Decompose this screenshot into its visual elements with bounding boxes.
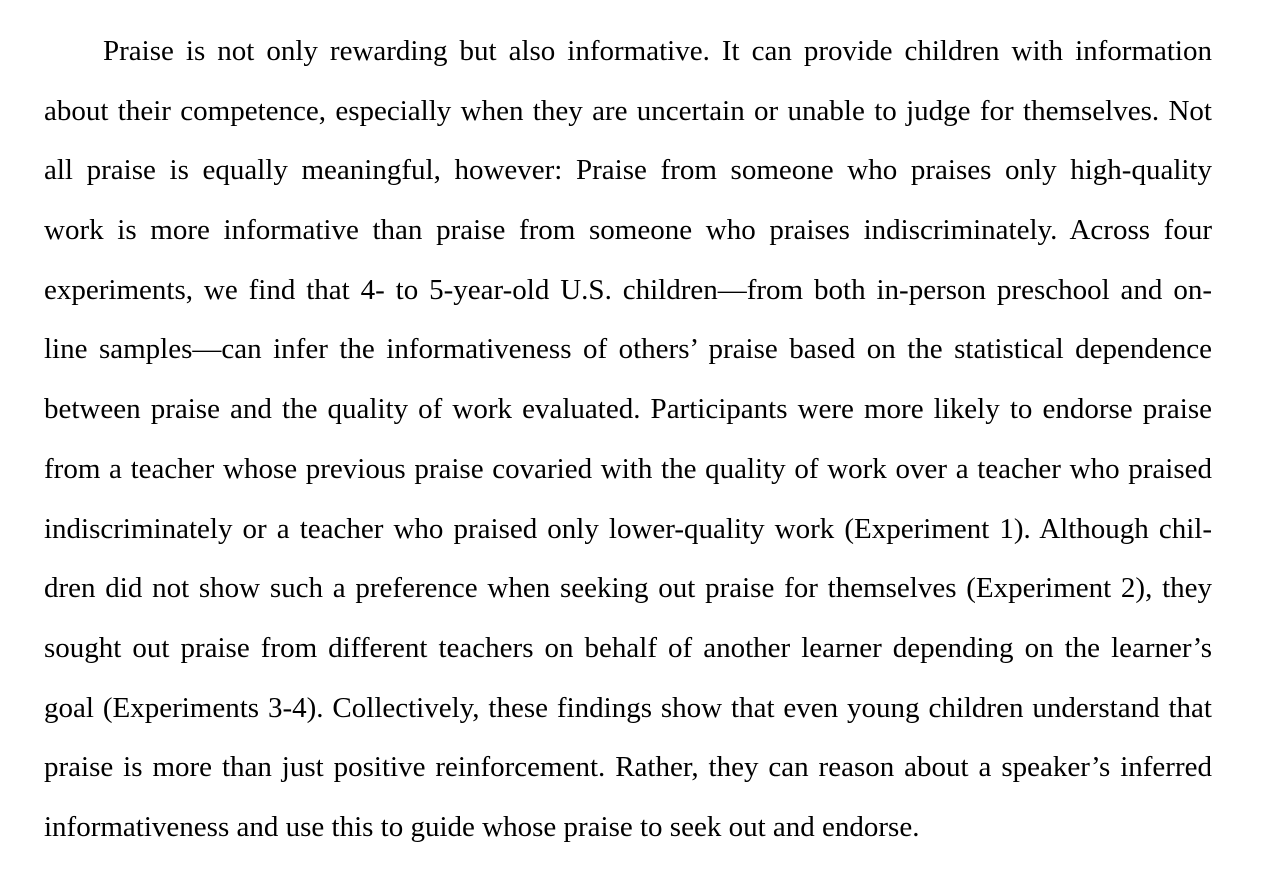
text-line: dren did not show such a preference when seeking out praise for themselves (Experiment 2), they <box>44 572 1212 605</box>
text-line: work is more informative than praise from someone who praises indiscriminately. Across four <box>44 214 1212 247</box>
text-line: informativeness and use this to guide whose praise to seek out and endorse. <box>44 810 920 843</box>
text-line: all praise is equally meaningful, however: Praise from someone who praises only high-quality <box>44 154 1212 187</box>
text-line: goal (Experiments 3-4). Collectively, these findings show that even young children understand that <box>44 691 1212 724</box>
text-line: sought out praise from different teachers on behalf of another learner depending on the learner’s <box>44 631 1212 664</box>
text-line: indiscriminately or a teacher who praised only lower-quality work (Experiment 1). Although chil- <box>44 512 1212 545</box>
text-line: experiments, we find that 4- to 5-year-old U.S. children—from both in-person preschool and on- <box>44 273 1212 306</box>
text-line: line samples—can infer the informativeness of others’ praise based on the statistical dependence <box>44 333 1212 366</box>
text-line: about their competence, especially when they are uncertain or unable to judge for themselves. Not <box>44 94 1212 127</box>
text-line: Praise is not only rewarding but also informative. It can provide children with information <box>103 35 1212 67</box>
abstract-paragraph <box>44 22 1212 858</box>
text-line: between praise and the quality of work evaluated. Participants were more likely to endorse praise <box>44 393 1212 426</box>
text-line: praise is more than just positive reinforcement. Rather, they can reason about a speaker’s inferred <box>44 751 1212 784</box>
text-line: from a teacher whose previous praise covaried with the quality of work over a teacher who praised <box>44 452 1212 485</box>
